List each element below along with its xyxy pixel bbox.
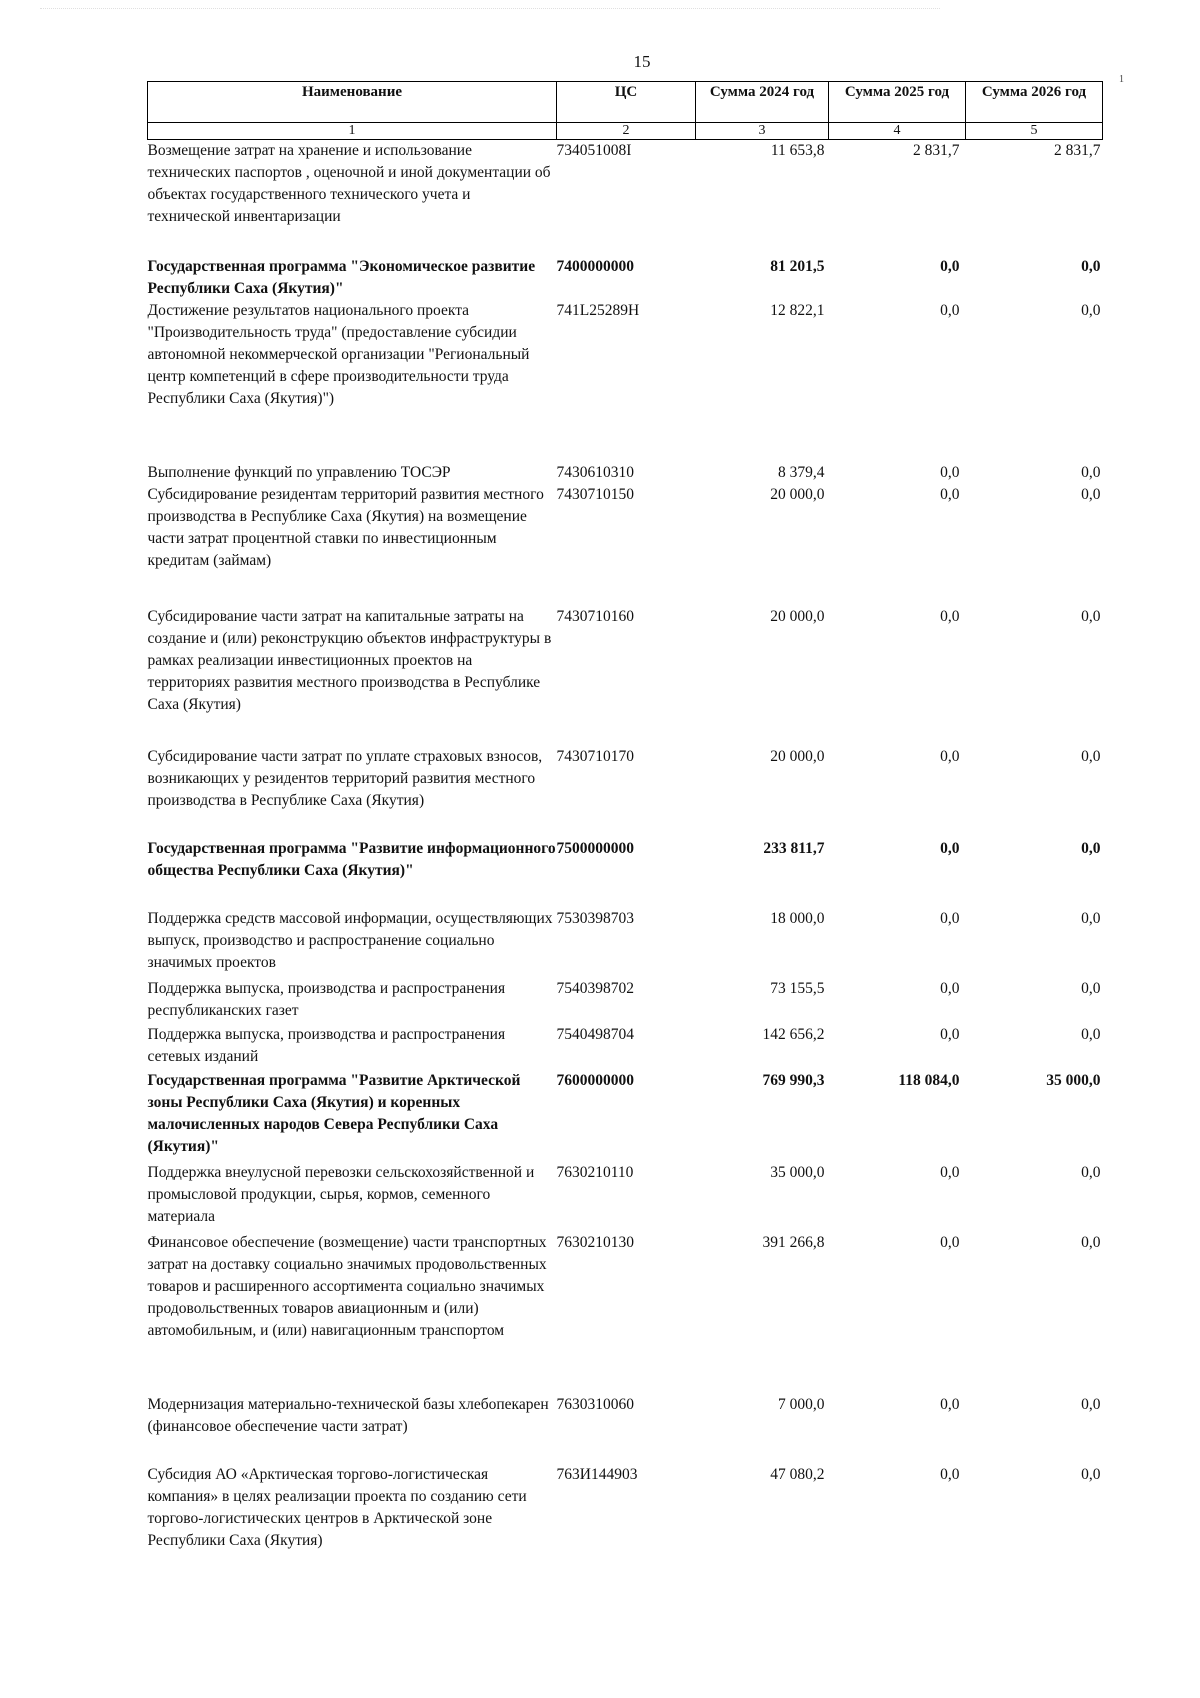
row-sum-2025: 118 084,0 [898,1071,960,1089]
row-sum-2024: 81 201,5 [770,257,825,275]
header-code: ЦС [557,82,696,123]
row-sum-2025: 0,0 [940,1465,960,1483]
row-sum-2024: 233 811,7 [763,839,825,857]
row-name: Поддержка средств массовой информации, осуществляющих выпуск, производство и распространение социально значимых проектов [147,909,553,971]
table-row [148,1070,1103,1162]
row-code: 7430610310 [556,463,634,481]
row-sum-2025: 2 831,7 [913,142,960,159]
budget-table [147,81,1103,1556]
row-code: 741L25289H [556,301,640,319]
header-row [148,82,1103,123]
row-name: Субсидирование части затрат по уплате страховых взносов, возникающих у резидентов территорий развития местного производства в Республике Саха (Якутия) [147,747,543,809]
table-row [148,908,1103,978]
table-row [148,1162,1103,1232]
column-number: 3 [696,123,829,140]
row-sum-2025: 0,0 [940,1025,960,1043]
table-row [148,978,1103,1024]
row-sum-2026: 0,0 [1081,301,1101,319]
row-sum-2026: 0,0 [1081,979,1101,997]
row-sum-2024: 12 822,1 [770,301,825,319]
table-row [148,746,1103,838]
row-sum-2025: 0,0 [940,607,960,625]
row-name: Субсидирование резидентам территорий развития местного производства в Республике Саха (Якутия) на возмещение части затрат процентной ставки по инвестиционным кредитам (займам) [147,485,544,569]
scan-artifact [40,8,940,13]
row-sum-2025: 0,0 [940,485,960,503]
row-sum-2026: 0,0 [1081,1395,1101,1413]
row-code: 7500000000 [556,839,634,857]
row-sum-2024: 73 155,5 [770,979,825,997]
row-sum-2025: 0,0 [940,1395,960,1413]
row-code: 7630210130 [556,1233,634,1251]
row-sum-2024: 20 000,0 [770,607,825,625]
row-sum-2025: 0,0 [940,839,960,857]
row-sum-2026: 0,0 [1081,1465,1101,1483]
row-sum-2026: 0,0 [1081,1233,1101,1251]
row-sum-2025: 0,0 [940,1163,960,1181]
row-sum-2025: 0,0 [940,747,960,765]
row-code: 7630310060 [556,1395,634,1413]
row-code: 7540398702 [556,979,634,997]
row-code: 7530398703 [556,909,634,927]
row-name: Субсидия АО «Арктическая торгово-логистическая компания» в целях реализации проекта по созданию сети торгово-логистических центров в Арктической зоне Республики Саха (Якутия) [147,1465,527,1549]
table-row [148,300,1103,462]
row-sum-2024: 11 653,8 [770,142,825,159]
row-name: Государственная программа "Развитие Арктической зоны Республики Саха (Якутия) и коренных малочисленных народов Севера Республики Саха (Якутия)" [147,1071,521,1155]
row-sum-2024: 35 000,0 [770,1163,825,1181]
row-code: 7600000000 [556,1071,634,1089]
row-code: 763И144903 [556,1465,638,1483]
row-sum-2024: 18 000,0 [770,909,825,927]
row-name: Возмещение затрат на хранение и использование технических паспортов , оценочной и иной документации об объектах государственного технического учета и технической инвентаризации [147,142,551,225]
row-sum-2024: 7 000,0 [778,1395,825,1413]
row-sum-2025: 0,0 [940,979,960,997]
row-sum-2024: 769 990,3 [762,1071,825,1089]
row-sum-2024: 47 080,2 [770,1465,825,1483]
row-name: Поддержка внеулусной перевозки сельскохозяйственной и промысловой продукции, сырья, кормов, семенного материала [147,1163,535,1225]
row-name: Финансовое обеспечение (возмещение) части транспортных затрат на доставку социально значимых продовольственных товаров и расширенного ассортимента социально значимых продовольственных товаров авиационным и (или) автомобильным, и (или) навигационным транспортом [147,1233,547,1339]
table-row [148,1024,1103,1070]
row-code: 734051008I [556,142,632,159]
table-row [148,1394,1103,1464]
row-sum-2025: 0,0 [940,257,960,275]
row-sum-2025: 0,0 [940,909,960,927]
row-name: Выполнение функций по управлению ТОСЭР [147,463,451,481]
row-sum-2026: 0,0 [1081,463,1101,481]
row-sum-2026: 35 000,0 [1046,1071,1101,1089]
row-sum-2026: 0,0 [1081,1025,1101,1043]
table-row [148,462,1103,484]
row-sum-2025: 0,0 [940,463,960,481]
table-row [148,256,1103,300]
table-row [148,1232,1103,1394]
row-sum-2026: 0,0 [1081,257,1101,275]
row-sum-2024: 8 379,4 [778,463,825,481]
table-row [148,606,1103,746]
row-name: Субсидирование части затрат на капитальные затраты на создание и (или) реконструкцию объектов инфраструктуры в рамках реализации инвестиционных проектов на территориях развития местного производства в Республике Саха (Якутия) [147,607,552,713]
column-number: 1 [148,123,557,140]
row-sum-2024: 20 000,0 [770,485,825,503]
row-sum-2026: 0,0 [1081,747,1101,765]
row-sum-2026: 0,0 [1081,1163,1101,1181]
table-row [148,1464,1103,1556]
row-code: 7430710170 [556,747,634,765]
row-name: Государственная программа "Экономическое развитие Республики Саха (Якутия)" [147,257,536,297]
column-number: 5 [966,123,1103,140]
table-row [148,838,1103,908]
row-sum-2026: 0,0 [1081,909,1101,927]
column-number-row [148,123,1103,140]
row-code: 7630210110 [556,1163,634,1181]
row-name: Государственная программа "Развитие информационного общества Республики Саха (Якутия)" [147,839,556,879]
row-code: 7430710150 [556,485,634,503]
row-name: Поддержка выпуска, производства и распространения республиканских газет [147,979,506,1019]
row-code: 7540498704 [556,1025,634,1043]
stray-mark: 1 [1119,74,1124,85]
table-row [148,140,1103,256]
header-sum-2025: Сумма 2025 год [829,82,966,123]
header-sum-2026: Сумма 2026 год [966,82,1103,123]
page-number: 15 [633,52,651,71]
row-sum-2026: 0,0 [1081,485,1101,503]
row-code: 7400000000 [556,257,634,275]
row-sum-2024: 142 656,2 [762,1025,825,1043]
row-code: 7430710160 [556,607,634,625]
column-number: 4 [829,123,966,140]
table-row [148,484,1103,606]
header-name: Наименование [148,82,557,123]
row-name: Достижение результатов национального проекта "Производительность труда" (предоставление субсидии автономной некоммерческой организации "Региональный центр компетенций в сфере производительности труда Республики Саха (Якутия)") [147,301,530,407]
column-number: 2 [557,123,696,140]
row-sum-2025: 0,0 [940,301,960,319]
row-sum-2024: 20 000,0 [770,747,825,765]
row-sum-2026: 0,0 [1081,607,1101,625]
row-name: Поддержка выпуска, производства и распространения сетевых изданий [147,1025,506,1065]
header-sum-2024: Сумма 2024 год [696,82,829,123]
row-sum-2026: 2 831,7 [1054,142,1101,159]
row-name: Модернизация материально-технической базы хлебопекарен (финансовое обеспечение части затрат) [147,1395,549,1435]
row-sum-2025: 0,0 [940,1233,960,1251]
row-sum-2024: 391 266,8 [762,1233,825,1251]
row-sum-2026: 0,0 [1081,839,1101,857]
